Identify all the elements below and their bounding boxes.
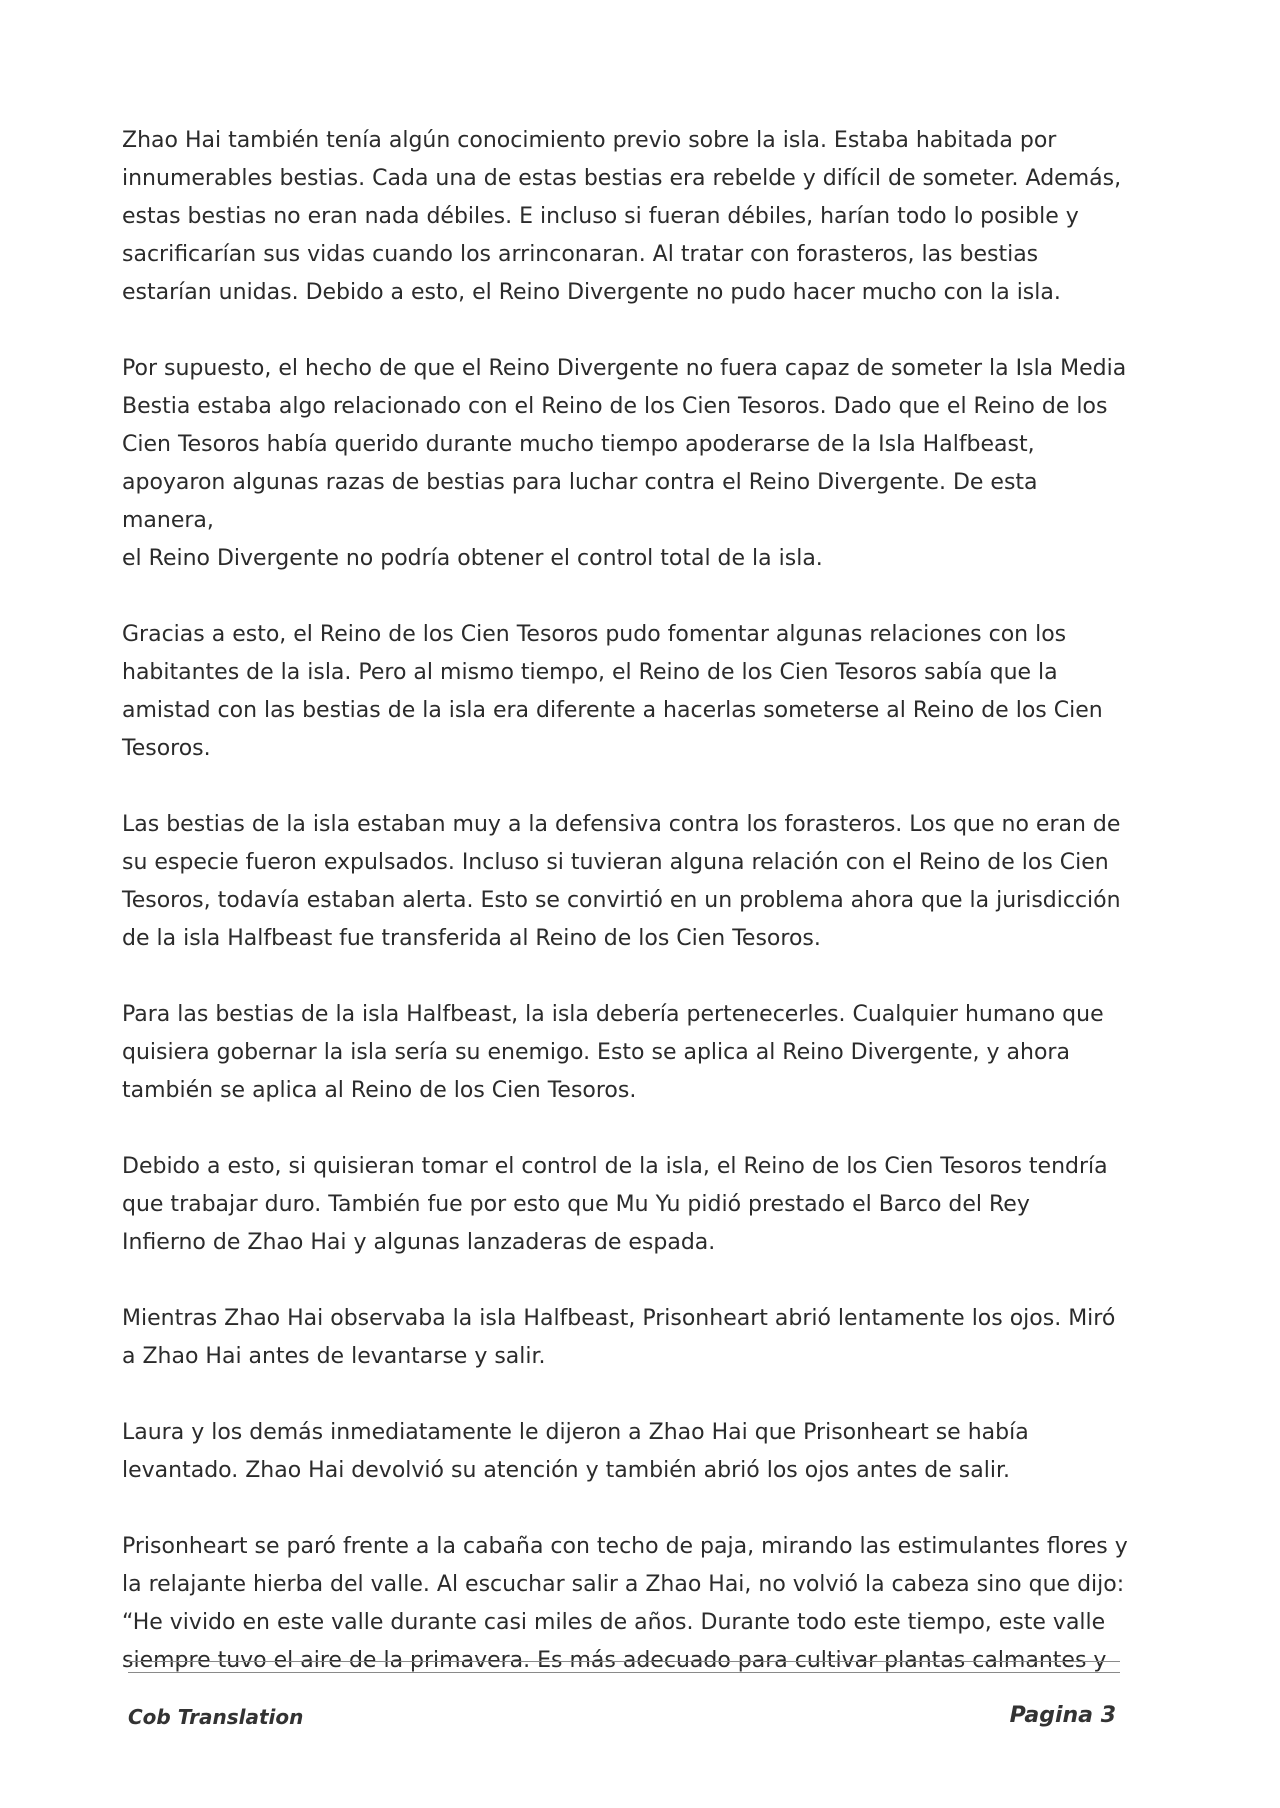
paragraph-6: Debido a esto, si quisieran tomar el control de la isla, el Reino de los Cien Tesoros tendría que trabajar duro. También fue por esto que Mu Yu pidió prestado el Barco del Rey Infierno de Zhao Hai y algunas lanzaderas de espada. <box>122 1154 1108 1255</box>
footer-page-number: Pagina 3 <box>1009 1703 1116 1728</box>
paragraph-5: Para las bestias de la isla Halfbeast, la isla debería pertenecerles. Cualquier humano que quisiera gobernar la isla sería su enemigo. Esto se aplica al Reino Divergente, y ahora también se aplica al Reino de los Cien Tesoros. <box>122 1002 1104 1103</box>
footer-divider-top <box>128 1661 1120 1662</box>
footer-divider-bottom <box>128 1672 1120 1673</box>
body-text <box>122 122 1132 1718</box>
paragraph-2: Por supuesto, el hecho de que el Reino Divergente no fuera capaz de someter la Isla Media Bestia estaba algo relacionado con el Reino de los Cien Tesoros. Dado que el Reino de los Cien Tesoros había querido durante mucho tiempo apoderarse de la Isla Halfbeast, apoyaron algunas razas de bestias para luchar contra el Reino Divergente. De esta manera, el Reino Divergente no podría obtener el control total de la isla. <box>122 356 1127 571</box>
paragraph-9: Prisonheart se paró frente a la cabaña con techo de paja, mirando las estimulantes flores y la relajante hierba del valle. Al escuchar salir a Zhao Hai, no volvió la cabeza sino que dijo: “He vivido en este valle durante casi miles de años. Durante todo este tiempo, este valle siempre tuvo el aire de la primavera. Es más adecuado para cultivar plantas calmantes y <box>122 1534 1128 1673</box>
paragraph-3: Gracias a esto, el Reino de los Cien Tesoros pudo fomentar algunas relaciones con los habitantes de la isla. Pero al mismo tiempo, el Reino de los Cien Tesoros sabía que la amistad con las bestias de la isla era diferente a hacerlas someterse al Reino de los Cien Tesoros. <box>122 622 1103 761</box>
paragraph-4: Las bestias de la isla estaban muy a la defensiva contra los forasteros. Los que no eran de su especie fueron expulsados. Incluso si tuvieran alguna relación con el Reino de los Cien Tesoros, todavía estaban alerta. Esto se convirtió en un problema ahora que la jurisdicción de la isla Halfbeast fue transferida al Reino de los Cien Tesoros. <box>122 812 1121 951</box>
paragraph-1: Zhao Hai también tenía algún conocimiento previo sobre la isla. Estaba habitada por innumerables bestias. Cada una de estas bestias era rebelde y difícil de someter. Además, estas bestias no eran nada débiles. E incluso si fueran débiles, harían todo lo posible y sacrificarían sus vidas cuando los arrinconaran. Al tratar con forasteros, las bestias estarían unidas. Debido a esto, el Reino Divergente no pudo hacer mucho con la isla. <box>122 128 1122 305</box>
paragraph-7: Mientras Zhao Hai observaba la isla Halfbeast, Prisonheart abrió lentamente los ojos. Miró a Zhao Hai antes de levantarse y salir. <box>122 1306 1116 1369</box>
paragraph-8: Laura y los demás inmediatamente le dijeron a Zhao Hai que Prisonheart se había levantado. Zhao Hai devolvió su atención y también abrió los ojos antes de salir. <box>122 1420 1029 1483</box>
footer-translator-credit: Cob Translation <box>128 1705 304 1729</box>
